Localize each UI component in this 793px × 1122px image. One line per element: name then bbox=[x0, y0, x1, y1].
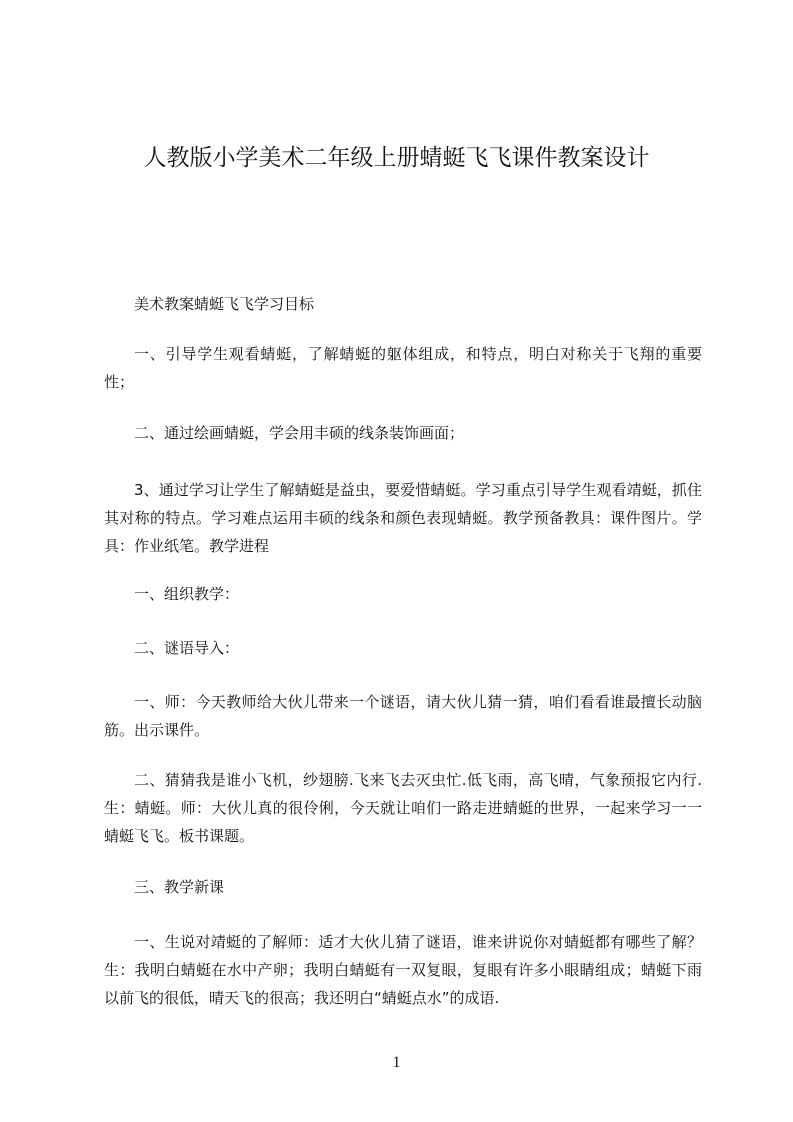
paragraph-objective-2: 二、通过绘画蜻蜓，学会用丰硕的线条装饰画面； bbox=[134, 424, 465, 442]
paragraph-riddle-intro: 二、谜语导入： bbox=[134, 639, 240, 657]
paragraph-objective-3: 3、通过学习让学生了解蜻蜓是益虫，要爱惜蜻蜓。学习重点引导学生观看靖蜓，抓住其对称的特点。学习难点运用丰硕的线条和颜色表现蜻蜓。教学预备教具：课件图片。学具：作业纸笔。教学进程 bbox=[104, 481, 702, 555]
paragraph-objective-1: 一、引导学生观看蜻蜓，了解蜻蜓的躯体组成，和特点，明白对称关于飞翔的重要性； bbox=[104, 345, 702, 391]
paragraph-new-lesson: 三、教学新课 bbox=[134, 878, 225, 896]
paragraph-guess: 二、猜猜我是谁小飞机，纱翅膀.飞来飞去灭虫忙.低飞雨，高飞晴，气象预报它内行.生：蜻蜓。师：大伙儿真的很伶俐，今天就让咱们一路走进蜻蜓的世界，一起来学习一一蜻蜓飞飞。板书课题。 bbox=[104, 771, 702, 845]
page-number: 1 bbox=[392, 1054, 401, 1071]
document-title: 人教版小学美术二年级上册蜻蜓飞飞课件教案设计 bbox=[143, 145, 650, 171]
paragraph-teacher-riddle: 一、师：今天教师给大伙儿带来一个谜语，请大伙儿猜一猜，咱们看看谁最擅长动脑筋。出示课件。 bbox=[104, 693, 702, 739]
paragraph-objectives-heading: 美术教案蜻蜓飞飞学习目标 bbox=[134, 295, 315, 313]
paragraph-organize: 一、组织教学： bbox=[134, 585, 240, 603]
paragraph-student-talk: 一、生说对靖蜓的了解师：适才大伙儿猜了谜语，谁来讲说你对蜻蜓都有哪些了解？生：我明白蜻蜓在水中产卵；我明白蜻蜓有一双复眼，复眼有许多小眼睛组成；蜻蜓下雨以前飞的很低，晴天飞的很高；我还明白“蜻蜓点水”的成语. bbox=[104, 933, 702, 1007]
